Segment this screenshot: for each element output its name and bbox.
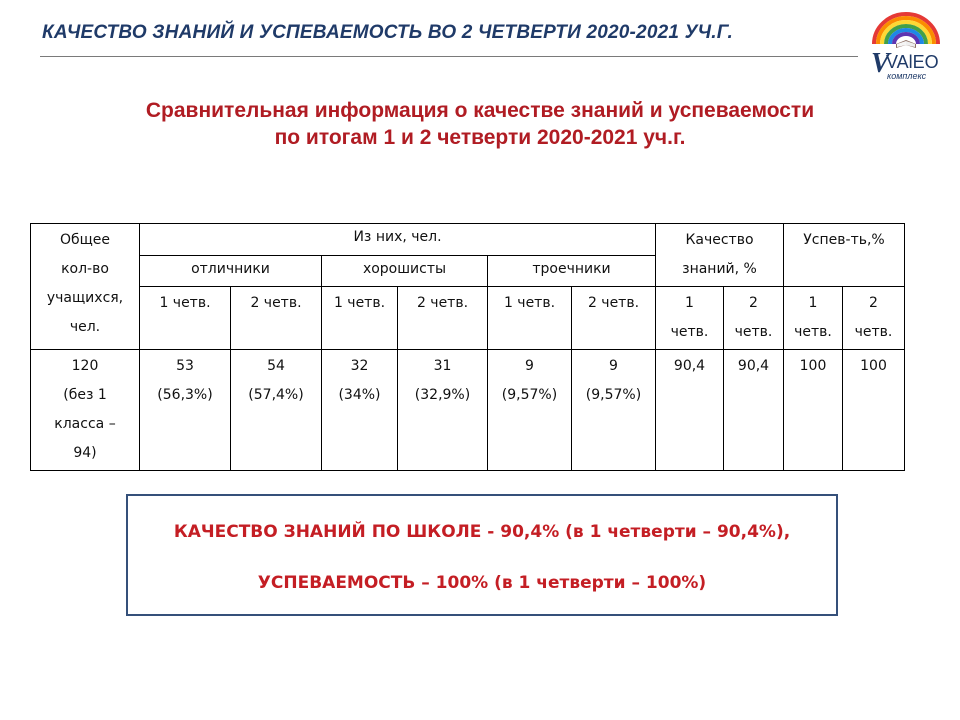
- quarter-number: 1: [685, 295, 694, 311]
- count-percent: (34%): [338, 387, 381, 403]
- count-value: 9: [525, 358, 534, 374]
- success-value-cell: 100: [843, 350, 905, 471]
- count-percent: (32,9%): [414, 387, 471, 403]
- total-value-line: класса –: [54, 416, 116, 432]
- count-cell: [398, 350, 488, 471]
- quality-value-cell: 90,4: [656, 350, 724, 471]
- summary-quality: КАЧЕСТВО ЗНАНИЙ ПО ШКОЛЕ - 90,4% (в 1 четверти – 90,4%),: [173, 522, 791, 542]
- category-excellent: отличники: [140, 255, 322, 287]
- count-cell: [140, 350, 231, 471]
- quarter-number: 2: [749, 295, 758, 311]
- quality-quarter-2: [724, 287, 784, 350]
- group-header-cell: Из них, чел.: [140, 224, 656, 256]
- rainbow-icon: [874, 14, 938, 44]
- total-header-line: Общее: [59, 232, 111, 248]
- success-quarter-1: [784, 287, 843, 350]
- success-header-cell: Успев-ть,%: [784, 224, 905, 287]
- count-cell: [231, 350, 322, 471]
- total-header-line: кол-во: [61, 261, 109, 277]
- book-icon: [896, 40, 916, 48]
- category-good: хорошисты: [322, 255, 488, 287]
- count-percent: (57,4%): [248, 387, 304, 403]
- count-value: 53: [176, 358, 194, 374]
- success-quarter-2: [843, 287, 905, 350]
- quarter-label: 1 четв.: [322, 287, 398, 350]
- quality-header-line: знаний, %: [682, 261, 757, 277]
- total-value-line: 120: [71, 358, 99, 374]
- count-value: 31: [433, 358, 452, 374]
- count-percent: (9,57%): [501, 387, 558, 403]
- total-value-cell: [31, 350, 140, 471]
- results-table: [30, 223, 905, 471]
- summary-box: [126, 494, 838, 616]
- logo-subtext: комплекс: [887, 71, 927, 81]
- quality-quarter-1: [656, 287, 724, 350]
- page-title: КАЧЕСТВО ЗНАНИЙ И УСПЕВАЕМОСТЬ ВО 2 ЧЕТВЕРТИ 2020-2021 УЧ.Г.: [42, 22, 733, 43]
- valeo-logo: [866, 8, 946, 88]
- total-value-line: (без 1: [63, 387, 107, 403]
- header-divider: [40, 56, 858, 57]
- slide-subtitle: [0, 97, 960, 151]
- logo-text: VAlEO: [886, 52, 939, 72]
- subtitle-line-1: Сравнительная информация о качестве знаний и успеваемости: [145, 99, 815, 122]
- total-header-line: учащихся,: [46, 290, 124, 306]
- quality-value-cell: 90,4: [724, 350, 784, 471]
- count-percent: (56,3%): [157, 387, 213, 403]
- quality-header-line: Качество: [685, 232, 754, 248]
- success-value-cell: 100: [784, 350, 843, 471]
- count-cell: [572, 350, 656, 471]
- total-value-line: 94): [73, 445, 97, 461]
- count-cell: [488, 350, 572, 471]
- total-header-cell: [31, 224, 140, 350]
- count-percent: (9,57%): [585, 387, 642, 403]
- summary-success: УСПЕВАЕМОСТЬ – 100% (в 1 четверти – 100%): [257, 573, 707, 593]
- quarter-word: четв.: [734, 324, 773, 340]
- count-value: 9: [609, 358, 618, 374]
- quarter-label: 1 четв.: [140, 287, 231, 350]
- count-cell: [322, 350, 398, 471]
- table-header-row: [31, 224, 905, 256]
- quarter-label: 2 четв.: [572, 287, 656, 350]
- quarter-word: четв.: [854, 324, 893, 340]
- svg-text:V: V: [871, 48, 890, 79]
- quarter-label: 2 четв.: [231, 287, 322, 350]
- count-value: 32: [350, 358, 369, 374]
- table-quarter-row: [31, 287, 905, 350]
- category-satisfactory: троечники: [488, 255, 656, 287]
- subtitle-line-2: по итогам 1 и 2 четверти 2020-2021 уч.г.: [274, 126, 686, 149]
- quarter-word: четв.: [794, 324, 832, 340]
- count-value: 54: [267, 358, 285, 374]
- quarter-number: 1: [808, 295, 818, 311]
- quarter-number: 2: [869, 295, 878, 311]
- total-header-line: чел.: [69, 319, 101, 335]
- quarter-label: 2 четв.: [398, 287, 488, 350]
- quarter-label: 1 четв.: [488, 287, 572, 350]
- quality-header-cell: [656, 224, 784, 287]
- table-data-row: [31, 350, 905, 471]
- quarter-word: четв.: [670, 324, 709, 340]
